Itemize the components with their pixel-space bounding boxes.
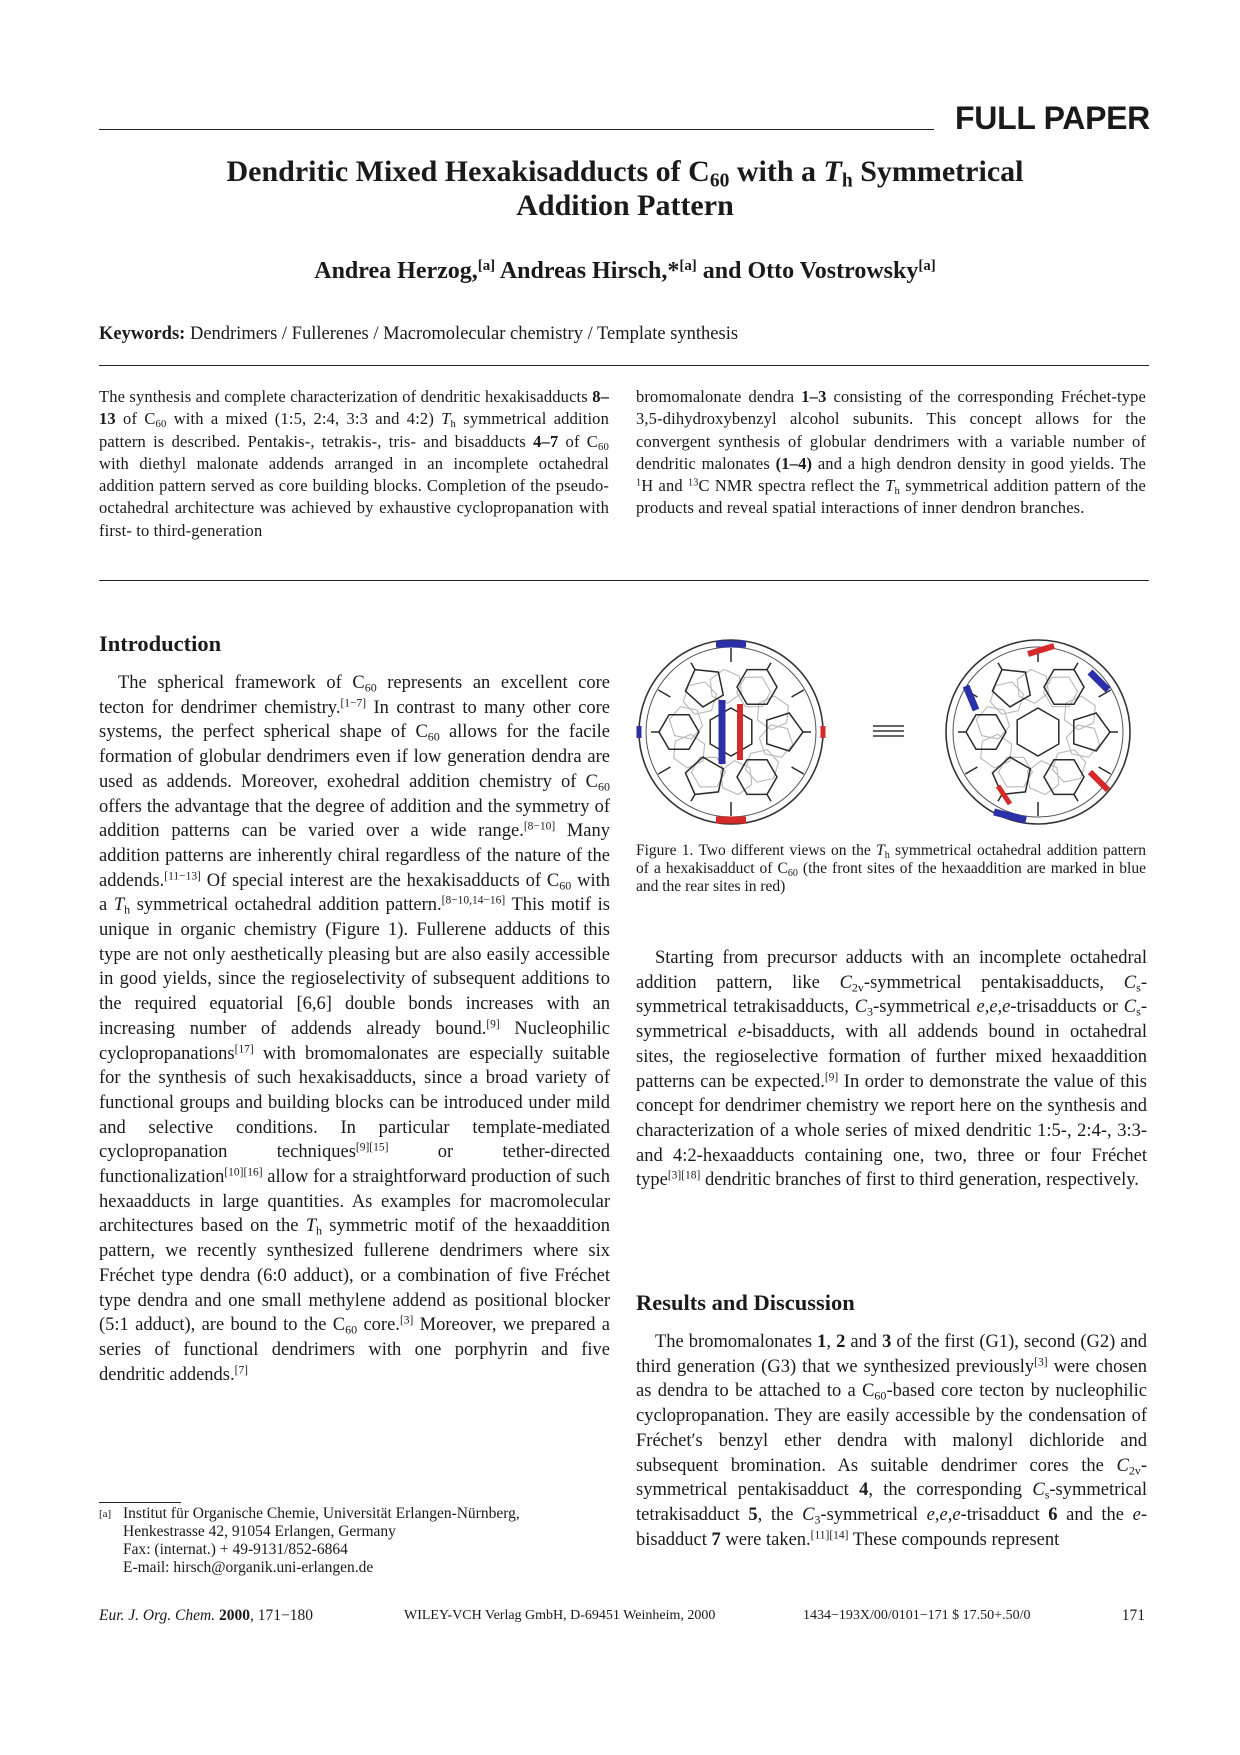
fullerene-view-right: [946, 640, 1130, 824]
keywords: Keywords: Dendrimers / Fullerenes / Macromolecular chemistry / Template synthesis: [99, 324, 739, 344]
introduction-text: The spherical framework of $C_{60}$ represents an excellent core tecton for dendrimer chemistry.[1−7] In contrast to many other core systems, the perfect spherical shape of $C_{60}$ allows for the facile formation of globular dendrimers even if low generation dendra are used as addends. Moreover, exohedral addition chemistry of $C_{60}$ offers the advantage that the degree of addition and the symmetry of addition patterns can be varied over a wide range.[8−10] Many addition patterns are inherently chiral regardless of the nature of the addends.[11−13] Of special interest are the hexakisadducts of $C_{60}$ with a $T_h$ symmetrical octahedral addition pattern.[8−10,14−16] This motif is unique in organic chemistry (Figure 1). Fullerene adducts of this type are not only aesthetically pleasing but are also easily accessible in good yields, since the regioselectivity of subsequent additions to the required equatorial [6,6] double bonds increases with an increasing number of addends already bound.[9] Nucleophilic cyclopropanations[17] with bromomalonates are especially suitable for the synthesis of such hexakisadducts, since a broad variety of functional groups and building blocks can be introduced under mild and selective conditions. In particular template-mediated cyclopropanation techniques[9][15] or tether-directed functionalization[10][16] allow for a straightforward production of such hexaadducts in large quantities. As examples for macromolecular architectures based on the $T_h$ symmetric motif of the hexaaddition pattern, we recently synthesized fullerene dendrimers where six Fréchet type dendra (6:0 adduct), or a combination of five Fréchet type dendra and one small methylene addend as positional blocker (5:1 adduct), are bound to the $C_{60}$ core.[3] Moreover, we prepared a series of functional dendrimers with one porphyrin and five dendritic addends.[7]: [99, 673, 611, 1385]
figure-1-fullerene-views: [636, 630, 1146, 840]
affiliation-footnote: [a] Institut für Organische Chemie, Universität Erlangen-Nürnberg, Henkestrasse 42, 91054 Erlangen, Germany Fax: (internat.) + 49-9131/852-6864 E-mail: hirsch@organik.uni-erlangen.de: [99, 1505, 619, 1577]
paper-title: Dendritic Mixed Hexakisadducts of $C_{60}$ with a $T_h$ Symmetrical Addition Pattern: [226, 155, 1024, 222]
footer-publisher: WILEY-VCH Verlag GmbH, D-69451 Weinheim, 2000: [404, 1608, 716, 1623]
figure-1-caption: Figure 1. Two different views on the $T_h$ symmetrical octahedral addition pattern of a hexakisadduct of $C_{60}$ (the front sites of the hexaaddition are marked in blue and the rear sites in red): [636, 842, 1146, 895]
abstract-bottom-rule: [99, 580, 1149, 581]
fullerene-outline: [639, 640, 823, 824]
abstract-top-rule: [99, 365, 1149, 366]
footer-issn: 1434−193X/00/0101−171 $ 17.50+.50/0: [803, 1608, 1031, 1623]
footer-journal: Eur. J. Org. Chem. 2000, 171−180: [99, 1607, 313, 1624]
section-heading-results: Results and Discussion: [636, 1290, 855, 1315]
results-text: The bromomalonates 1, 2 and 3 of the first (G1), second (G2) and third generation (G3) that we synthesized previously[3] were chosen as dendra to be attached to a $C_{60}$-based core tecton by nucleophilic cyclopropanation. They are easily accessible by the condensation of Fréchet′s benzyl ether dendra with malonyl dichloride and subsequent bromination. As suitable dendrimer cores the $C_{2v}$-symmetrical pentakisadduct 4, the corresponding $C_s$-symmetrical tetrakisadduct 5, the $C_3$-symmetrical e,e,e-trisadduct 6 and the e-bisadduct 7 were taken.[11][14] These compounds represent: [636, 1332, 1148, 1550]
footnote-mark: [a]: [99, 1508, 112, 1520]
equivalence-sign: [873, 726, 904, 736]
author-list: Andrea Herzog,[a] Andreas Hirsch,*[a] and Otto Vostrowsky[a]: [314, 257, 936, 284]
footnote-rule: [99, 1502, 181, 1503]
fullerene-view-left: [639, 640, 823, 824]
section-label: FULL PAPER: [955, 100, 1150, 136]
abstract-right-column: bromomalonate dendra 1–3 consisting of the corresponding Fréchet-type 3,5-dihydroxybenzyl alcohol subunits. This concept allows for the convergent synthesis of globular dendrimers with a variable number of dendritic malonates (1–4) and a high dendron density in good yields. The $^1$H and $^{13}$C NMR spectra reflect the $T_h$ symmetrical addition pattern of the products and reveal spatial interactions of inner dendron branches.: [636, 387, 1147, 518]
right-column-paragraph: Starting from precursor adducts with an incomplete octahedral addition pattern, like $C_{2v}$-symmetrical pentakisadducts, $C_s$-symmetrical tetrakisadducts, $C_3$-symmetrical e,e,e-trisadducts or $C_s$-symmetrical e-bisadducts, with all addends bound in octahedral sites, the regioselective formation of further mixed hexaaddition patterns can be expected.[9] In order to demonstrate the value of this concept for dendrimer chemistry we report here on the synthesis and characterization of a whole series of mixed dendritic 1:5-, 2:4-, 3:3- and 4:2-hexaadducts containing one, two, three or four Fréchet type[3][18] dendritic branches of first to third generation, respectively.: [636, 948, 1147, 1191]
abstract-left-column: The synthesis and complete characterization of dendritic hexakisadducts 8–13 of $C_{60}$ with a mixed (1:5, 2:4, 3:3 and 4:2) $T_h$ symmetrical addition pattern is described. Pentakis-, tetrakis-, tris- and bisadducts 4–7 of $C_{60}$ with diethyl malonate addends arranged in an incomplete octahedral addition pattern served as core building blocks. Completion of the pseudo-octahedral architecture was achieved by exhaustive cyclopropanation with first- to third-generation: [99, 387, 609, 540]
page-number: 171: [1121, 1607, 1145, 1624]
header-rule: [99, 129, 934, 130]
email-address: E-mail: hirsch@organik.uni-erlangen.de: [123, 1559, 374, 1576]
fullerene-outline: [946, 640, 1130, 824]
section-heading-introduction: Introduction: [99, 631, 222, 656]
